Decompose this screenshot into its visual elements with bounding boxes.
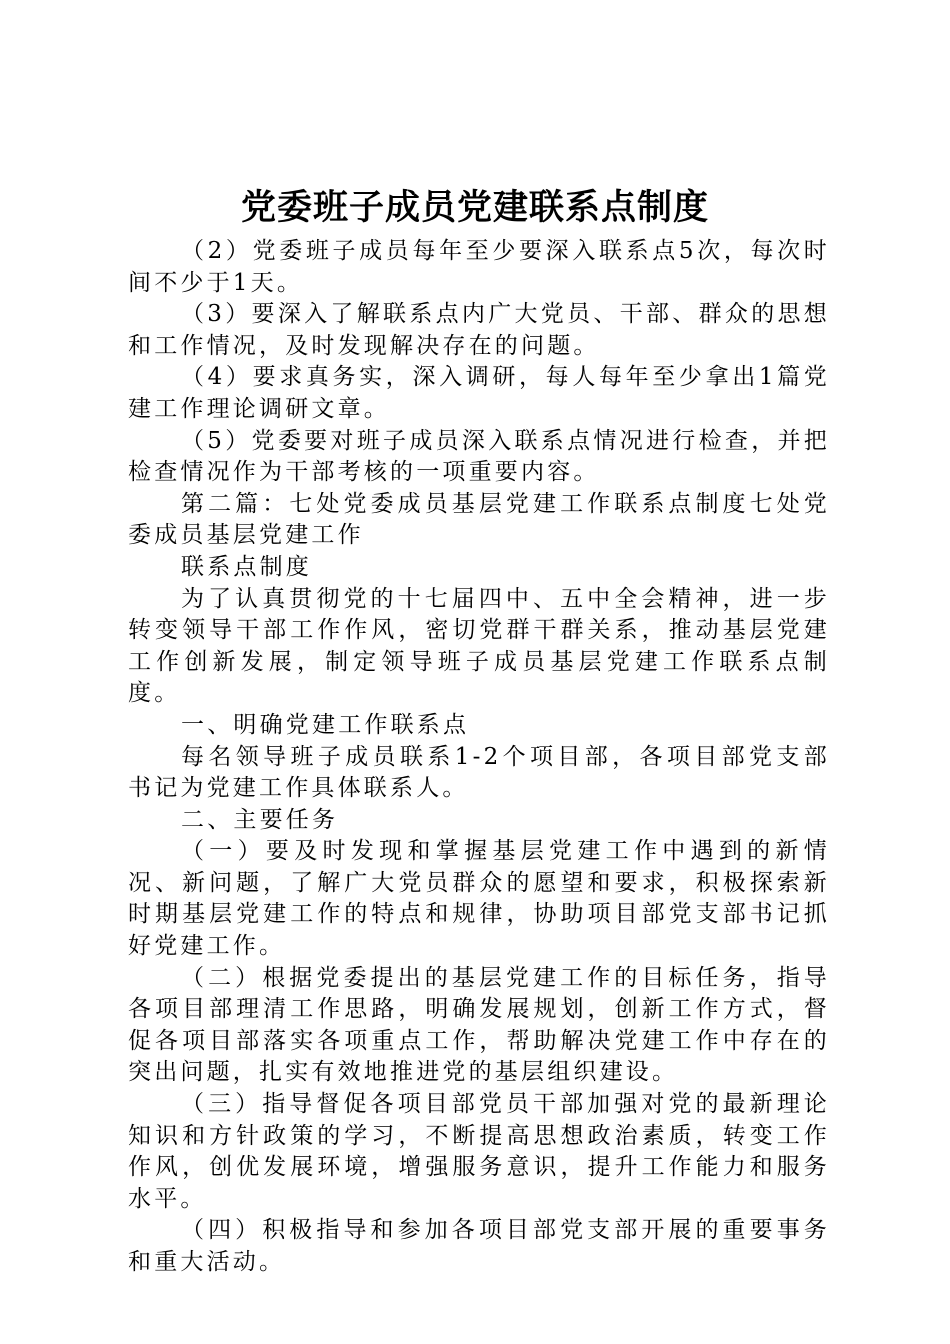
document-title: 党委班子成员党建联系点制度: [240, 187, 709, 228]
section-heading: 联系点制度: [181, 553, 312, 580]
section-heading: 二、主要任务: [181, 806, 339, 833]
section-heading: 第二篇：七处党委成员基层党建工作联系点制度七处党委成员基层党建工作: [128, 490, 830, 549]
paragraph: （三）指导督促各项目部党员干部加强对党的最新理论知识和方针政策的学习，不断提高思想政治素质，转变工作作风，创优发展环境，增强服务意识，提升工作能力和服务水平。: [128, 1091, 830, 1212]
paragraph: （四）积极指导和参加各项目部党支部开展的重要事务和重大活动。: [128, 1217, 830, 1275]
section-heading: 一、明确党建工作联系点: [181, 711, 470, 738]
paragraph: （二）根据党委提出的基层党建工作的目标任务，指导各项目部理清工作思路，明确发展规划，创新工作方式，督促各项目部落实各项重点工作，帮助解决党建工作中存在的突出问题，扎实有效地推进党的基层组织建设。: [128, 964, 830, 1086]
paragraph: （一）要及时发现和掌握基层党建工作中遇到的新情况、新问题，了解广大党员群众的愿望和要求，积极探索新时期基层党建工作的特点和规律，协助项目部党支部书记抓好党建工作。: [128, 838, 830, 960]
paragraph: （3）要深入了解联系点内广大党员、干部、群众的思想和工作情况，及时发现解决存在的问题。: [128, 301, 830, 359]
paragraph: （2）党委班子成员每年至少要深入联系点5次，每次时间不少于1天。: [128, 238, 830, 296]
document-body: [128, 236, 830, 1279]
paragraph: 为了认真贯彻党的十七届四中、五中全会精神，进一步转变领导干部工作作风，密切党群干群关系，推动基层党建工作创新发展，制定领导班子成员基层党建工作联系点制度。: [128, 585, 830, 707]
paragraph: （5）党委要对班子成员深入联系点情况进行检查，并把检查情况作为干部考核的一项重要内容。: [128, 427, 830, 486]
paragraph: （4）要求真务实，深入调研，每人每年至少拿出1篇党建工作理论调研文章。: [128, 364, 830, 422]
paragraph: 每名领导班子成员联系1-2个项目部，各项目部党支部书记为党建工作具体联系人。: [128, 743, 830, 802]
